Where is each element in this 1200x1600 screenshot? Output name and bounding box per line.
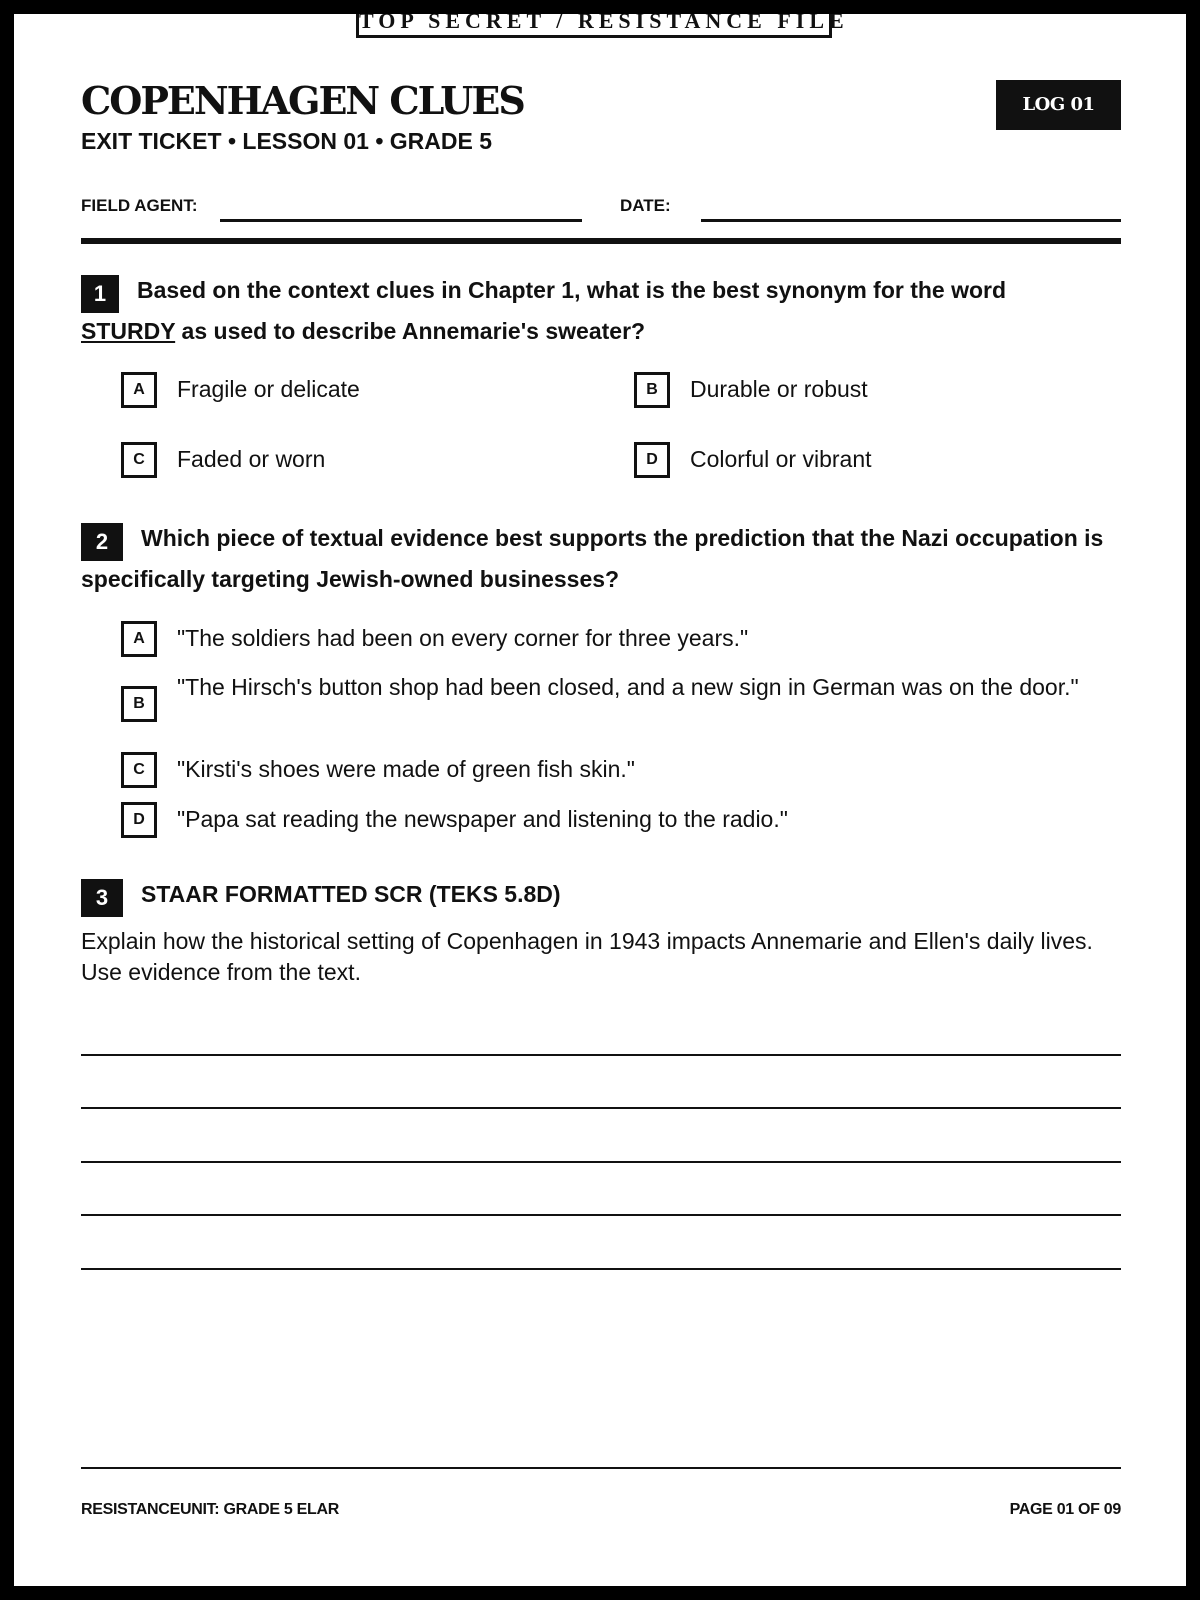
log-badge: LOG 01 [996, 80, 1121, 130]
question-2-text [81, 520, 1121, 598]
page-subtitle: EXIT TICKET • LESSON 01 • GRADE 5 [81, 128, 493, 154]
question-3-prompt: Explain how the historical setting of Copenhagen in 1943 impacts Annemarie and Ellen's daily lives. Use evidence from the text. [81, 928, 1093, 985]
question-1-text [81, 272, 1121, 350]
q1-option-d-text: Colorful or vibrant [690, 446, 872, 472]
q1-option-c-box[interactable]: C [121, 442, 157, 478]
question-1-text-before: Based on the context clues in Chapter 1, what is the best synonym for the word [137, 277, 1007, 303]
question-1-keyword: STURDY [81, 318, 176, 344]
classification-stamp: TOP SECRET / RESISTANCE FILE [356, 14, 832, 38]
answer-line[interactable] [81, 1214, 1121, 1216]
question-1-number: 1 [81, 275, 119, 313]
worksheet-page [14, 14, 1186, 1586]
q1-option-c-text: Faded or worn [177, 446, 326, 472]
name-date-row [81, 192, 1121, 232]
answer-line[interactable] [81, 1054, 1121, 1056]
field-agent-label: FIELD AGENT: [81, 196, 198, 215]
question-1-text-after: as used to describe Annemarie's sweater? [175, 318, 646, 344]
field-agent-line[interactable] [220, 219, 582, 222]
header-divider [81, 238, 1121, 244]
q1-option-a-box[interactable]: A [121, 372, 157, 408]
question-3-heading [81, 876, 1121, 917]
date-line[interactable] [701, 219, 1121, 222]
q2-option-d-box[interactable]: D [121, 802, 157, 838]
footer-page-number: PAGE 01 OF 09 [1009, 1501, 1121, 1518]
q2-option-d-text: "Papa sat reading the newspaper and listening to the radio." [177, 806, 788, 832]
question-3-number: 3 [81, 879, 123, 917]
question-2-text-body: Which piece of textual evidence best supports the prediction that the Nazi occupation is specifically targeting Jewish-owned businesses? [81, 525, 1104, 592]
answer-line[interactable] [81, 1107, 1121, 1109]
q2-option-c-box[interactable]: C [121, 752, 157, 788]
q2-option-a-box[interactable]: A [121, 621, 157, 657]
question-2-number: 2 [81, 523, 123, 561]
question-3-title: STAAR FORMATTED SCR (TEKS 5.8D) [141, 881, 561, 907]
page-title: COPENHAGEN CLUES [81, 78, 524, 123]
footer-unit: RESISTANCEUNIT: GRADE 5 ELAR [81, 1501, 339, 1518]
q2-option-a-text: "The soldiers had been on every corner for three years." [177, 625, 749, 651]
q1-option-b-box[interactable]: B [634, 372, 670, 408]
date-label: DATE: [620, 196, 671, 215]
q1-option-b-text: Durable or robust [690, 376, 868, 402]
answer-line[interactable] [81, 1268, 1121, 1270]
q1-option-a-text: Fragile or delicate [177, 376, 360, 402]
q2-option-c-text: "Kirsti's shoes were made of green fish skin." [177, 756, 635, 782]
q2-option-b-box[interactable]: B [121, 686, 157, 722]
footer-divider [81, 1467, 1121, 1469]
q2-option-b-text: "The Hirsch's button shop had been closed, and a new sign in German was on the door." [177, 674, 1079, 700]
q1-option-d-box[interactable]: D [634, 442, 670, 478]
answer-line[interactable] [81, 1161, 1121, 1163]
